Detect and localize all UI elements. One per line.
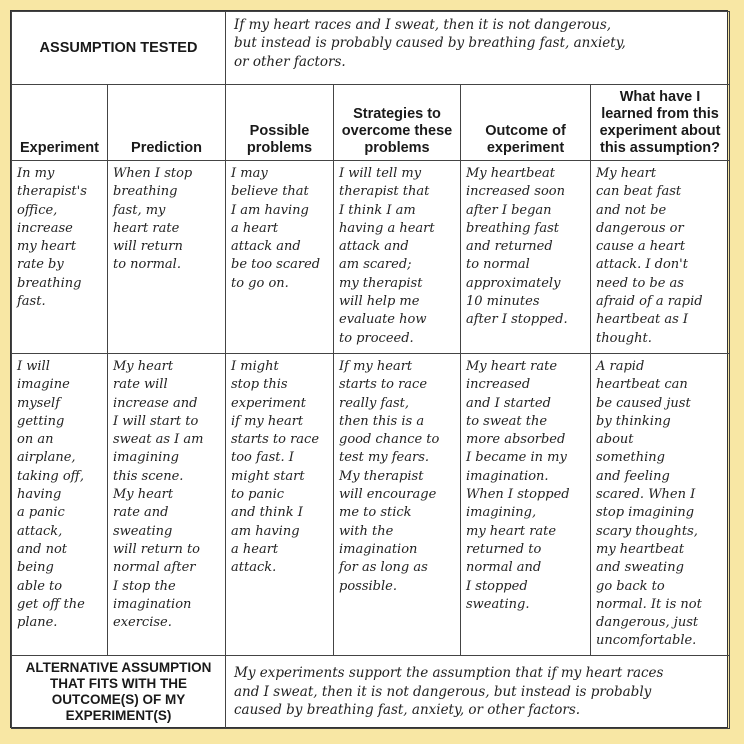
- table-row: [12, 354, 730, 656]
- table-row: [12, 161, 730, 354]
- header-row: [12, 85, 730, 161]
- assumption-row: [12, 12, 730, 85]
- col-header-experiment: Experiment: [12, 85, 108, 161]
- col-header-prediction: Prediction: [108, 85, 226, 161]
- experiment-worksheet: [10, 10, 728, 728]
- cell-problems: I may believe that I am having a heart attack and be too scared to go on.: [226, 161, 334, 354]
- cell-experiment: In my therapist's office, increase my heart rate by breathing fast.: [12, 161, 108, 354]
- col-header-problems: Possible problems: [226, 85, 334, 161]
- col-header-learned: What have I learned from this experiment about this assumption?: [591, 85, 730, 161]
- cell-strategies: If my heart starts to race really fast, then this is a good chance to test my fears. My therapist will encourage me to stick with the imagination for as long as possible.: [334, 354, 461, 656]
- alternative-row: [12, 655, 730, 728]
- worksheet-table: [11, 11, 730, 729]
- col-header-outcome: Outcome of experiment: [461, 85, 591, 161]
- cell-learned: My heart can beat fast and not be dangerous or cause a heart attack. I don't need to be as afraid of a rapid heartbeat as I thought.: [591, 161, 730, 354]
- cell-outcome: My heart rate increased and I started to sweat the more absorbed I became in my imagination. When I stopped imagining, my heart rate returned to normal and I stopped sweating.: [461, 354, 591, 656]
- cell-prediction: When I stop breathing fast, my heart rate will return to normal.: [108, 161, 226, 354]
- alternative-text: My experiments support the assumption that if my heart races and I sweat, then it is not dangerous, but instead is probably caused by breathing fast, anxiety, or other factors.: [226, 655, 730, 728]
- cell-experiment: I will imagine myself getting on an airplane, taking off, having a panic attack, and not being able to get off the plane.: [12, 354, 108, 656]
- cell-strategies: I will tell my therapist that I think I am having a heart attack and am scared; my therapist will help me evaluate how to proceed.: [334, 161, 461, 354]
- cell-outcome: My heartbeat increased soon after I began breathing fast and returned to normal approximately 10 minutes after I stopped.: [461, 161, 591, 354]
- cell-learned: A rapid heartbeat can be caused just by thinking about something and feeling scared. When I stop imagining scary thoughts, my heartbeat and sweating go back to normal. It is not dangerous, just uncomfortable.: [591, 354, 730, 656]
- alternative-label: ALTERNATIVE ASSUMPTION THAT FITS WITH THE OUTCOME(S) OF MY EXPERIMENT(S): [12, 655, 226, 728]
- assumption-label: [12, 12, 226, 85]
- cell-prediction: My heart rate will increase and I will start to sweat as I am imagining this scene. My heart rate and sweating will return to normal after I stop the imagination exercise.: [108, 354, 226, 656]
- assumption-text: If my heart races and I sweat, then it is not dangerous, but instead is probably caused by breathing fast, anxiety, or other factors.: [226, 12, 730, 85]
- col-header-strategies: Strategies to overcome these problems: [334, 85, 461, 161]
- cell-problems: I might stop this experiment if my heart starts to race too fast. I might start to panic and think I am having a heart attack.: [226, 354, 334, 656]
- assumption-label-text: ASSUMPTION TESTED: [39, 39, 198, 56]
